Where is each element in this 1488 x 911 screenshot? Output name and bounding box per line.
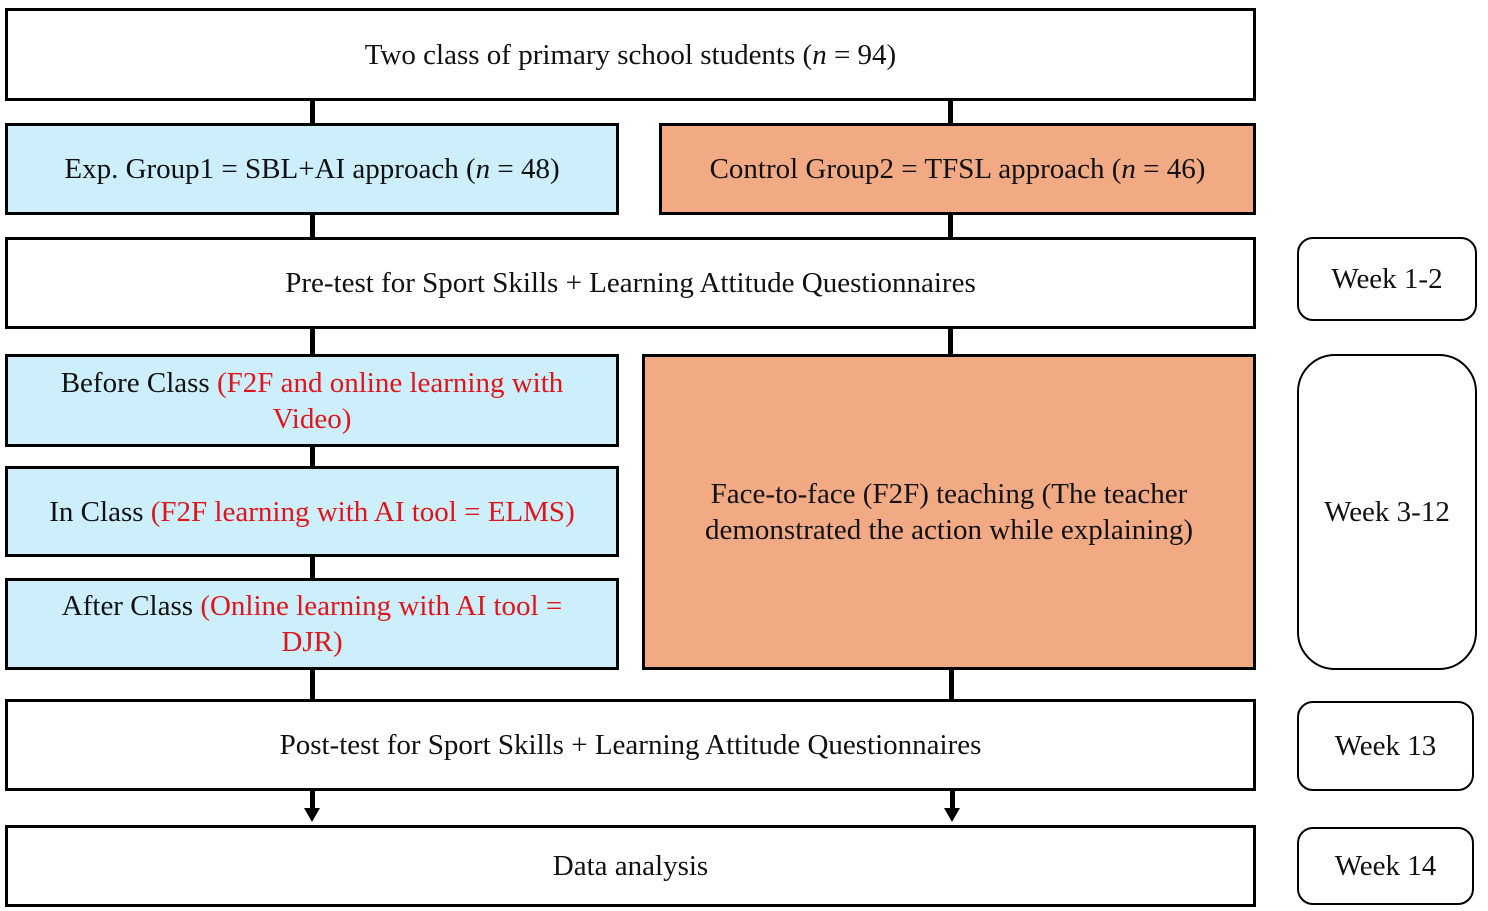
pretest-box — [5, 237, 1256, 329]
week-3-12-label: Week 3-12 — [1297, 354, 1477, 670]
pretest-text: Pre-test for Sport Skills + Learning Attitude Questionnaires — [285, 267, 976, 299]
connector-before-in — [310, 447, 315, 466]
control-group-box — [659, 123, 1256, 215]
control-group-text: Control Group2 = TFSL approach (n = 46) — [709, 153, 1206, 185]
in-class-text: In Class (F2F learning with AI tool = ELMS) — [49, 495, 575, 528]
connector-exp-pretest — [310, 215, 315, 237]
connector-start-exp — [310, 101, 315, 123]
connector-pretest-before — [310, 329, 315, 354]
after-class-text: After Class (Online learning with AI tool = DJR) — [61, 590, 563, 658]
connector-start-control — [948, 101, 953, 123]
week-14-label: Week 14 — [1297, 827, 1474, 905]
posttest-text: Post-test for Sport Skills + Learning Attitude Questionnaires — [279, 729, 982, 761]
posttest-box — [5, 699, 1256, 791]
f2f-teaching-text: Face-to-face (F2F) teaching (The teacher demonstrated the action while explaining) — [704, 478, 1193, 546]
exp-group-box — [5, 123, 619, 215]
before-class-text: Before Class (F2F and online learning with Video) — [60, 366, 564, 435]
analysis-text: Data analysis — [552, 850, 709, 882]
before-class-box — [5, 354, 619, 447]
exp-group-text: Exp. Group1 = SBL+AI approach (n = 48) — [64, 153, 560, 185]
connector-after-posttest — [310, 670, 315, 699]
connector-f2f-posttest — [949, 670, 954, 699]
connector-in-after — [310, 557, 315, 578]
connector-pretest-f2f — [948, 329, 953, 354]
f2f-teaching-box — [642, 354, 1256, 670]
connector-control-pretest — [948, 215, 953, 237]
analysis-box — [5, 825, 1256, 907]
after-class-box — [5, 578, 619, 670]
arrow-down-icon — [944, 808, 960, 822]
in-class-box — [5, 466, 619, 557]
arrow-down-icon — [304, 808, 320, 822]
connector-posttest-analysis-right — [950, 791, 955, 809]
week-13-label: Week 13 — [1297, 701, 1474, 791]
start-box — [5, 8, 1256, 101]
start-text: Two class of primary school students (n = 94) — [364, 38, 897, 71]
connector-posttest-analysis-left — [310, 791, 315, 809]
week-1-2-label: Week 1-2 — [1297, 237, 1477, 321]
